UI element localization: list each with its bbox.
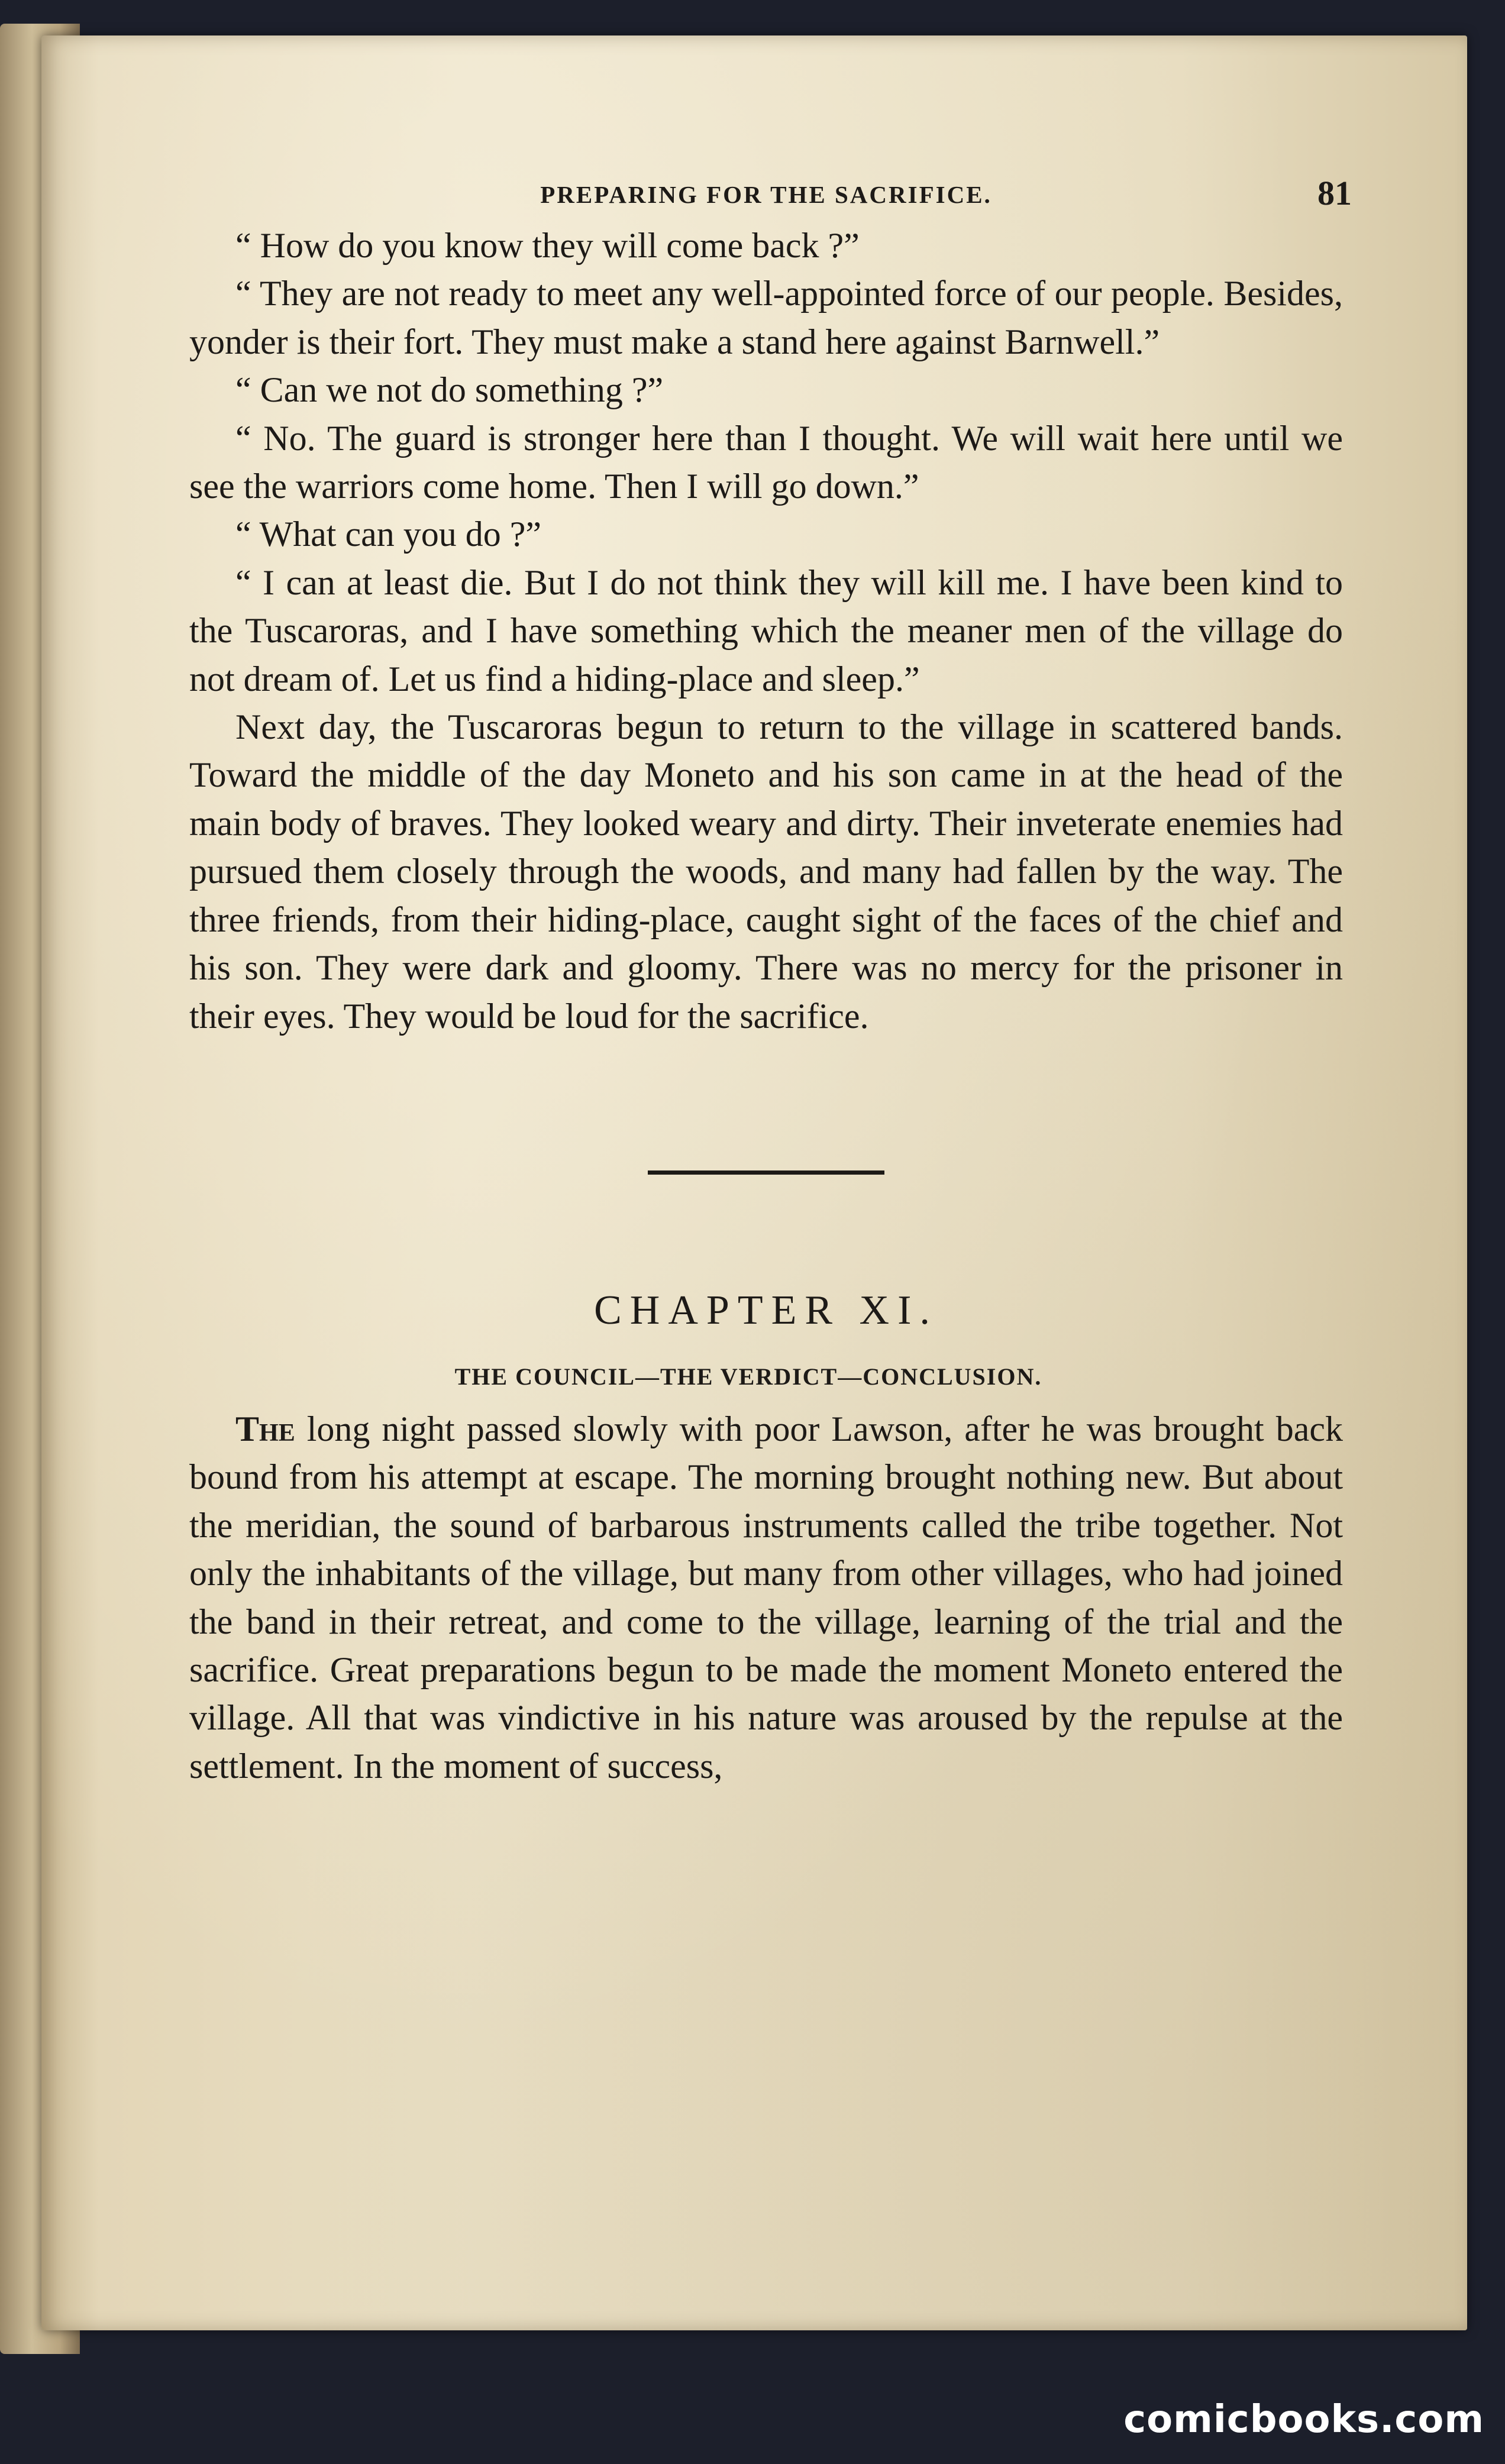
- section-divider: [648, 1170, 884, 1175]
- running-header: [189, 157, 1352, 222]
- chapter-subtitle: THE COUNCIL—THE VERDICT—CONCLUSION.: [454, 1363, 1042, 1390]
- chapter-first-word: The: [235, 1409, 295, 1448]
- paragraph: “ What can you do ?”: [235, 515, 542, 554]
- paragraph: “ I can at least die. But I do not think they will kill me. I have been kind to the Tuscaroras, and I have something which the meaner men of the village do not dream of. Let us find a hiding-place and sleep.”: [189, 562, 1343, 699]
- watermark: comicbooks.com: [1123, 2398, 1484, 2442]
- page-number: 81: [1317, 174, 1352, 212]
- paragraph: “ Can we not do something ?”: [235, 370, 664, 410]
- paragraph: “ How do you know they will come back ?”: [235, 226, 860, 265]
- section-one-text: [189, 222, 1343, 1040]
- chapter-title: CHAPTER XI.: [594, 1287, 938, 1333]
- paragraph: “ They are not ready to meet any well-appointed force of our people. Besides, yonder is their fort. They must make a stand here against Barnwell.”: [189, 274, 1343, 361]
- chapter-first-paragraph: long night passed slowly with poor Lawson, after he was brought back bound from his attempt at escape. The morning brought nothing new. But about the meridian, the sound of barbarous instruments called the tribe together. Not only the inhabitants of the village, but many from other villages, who had joined the band in their retreat, and come to the village, learning of the trial and the sacrifice. Great preparations begun to be made the moment Moneto entered the village. All that was vindictive in his nature was aroused by the repulse at the settlement. In the moment of success,: [189, 1409, 1343, 1786]
- running-title: PREPARING FOR THE SACRIFICE.: [540, 181, 992, 208]
- paragraph: [189, 1405, 1343, 1790]
- chapter-text: [189, 1405, 1343, 1790]
- paragraph: Next day, the Tuscaroras begun to return to the village in scattered bands. Toward the middle of the day Moneto and his son came in at the head of the main body of braves. They looked weary and dirty. Their inveterate enemies had pursued them closely through the woods, and many had fallen by the way. The three friends, from their hiding-place, caught sight of the faces of the chief and his son. They were dark and gloomy. There was no mercy for the prisoner in their eyes. They would be loud for the sacrifice.: [189, 707, 1343, 1036]
- page-content: [189, 157, 1352, 1790]
- paragraph: “ No. The guard is stronger here than I thought. We will wait here until we see the warriors come home. Then I will go down.”: [189, 418, 1343, 506]
